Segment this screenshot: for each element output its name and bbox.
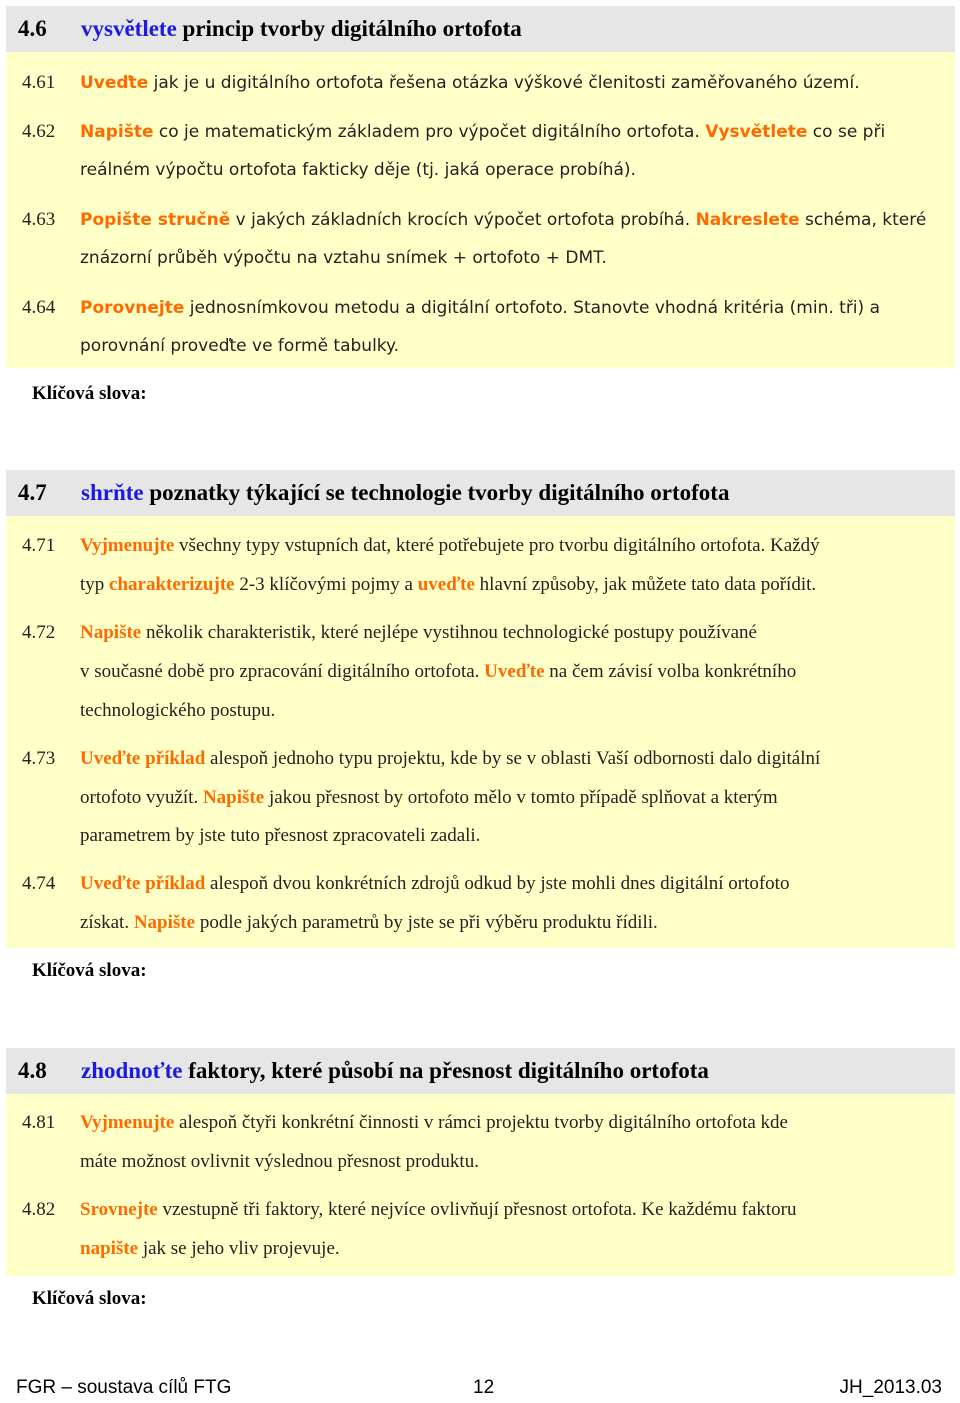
item-number: 4.71	[22, 535, 56, 556]
item-verb: Napište	[80, 122, 154, 142]
item-4-82	[22, 1199, 797, 1221]
item-4-81-line2: máte možnost ovlivnit výslednou přesnost produktu.	[80, 1151, 479, 1172]
item-4-61	[22, 72, 860, 94]
item-text: alespoň dvou konkrétních zdrojů odkud by jste mohli dnes digitální ortofoto	[205, 873, 790, 894]
item-text: alespoň čtyři konkrétní činnosti v rámci projektu tvorby digitálního ortofota kde	[174, 1112, 788, 1133]
item-4-72-line3: technologického postupu.	[80, 700, 276, 721]
item-text: všechny typy vstupních dat, které potřebujete pro tvorbu digitálního ortofota. Každý	[174, 535, 820, 556]
item-number: 4.73	[22, 748, 56, 769]
item-number: 4.72	[22, 622, 56, 643]
item-verb: Napište	[80, 622, 142, 643]
item-text: jakou přesnost by ortofoto mělo v tomto případě splňovat a kterým	[264, 787, 778, 808]
footer-left: FGR – soustava cílů FTG	[16, 1377, 232, 1398]
item-text: 2-3 klíčovými pojmy a	[234, 574, 418, 595]
item-4-62	[22, 121, 885, 143]
item-text: co se při	[807, 122, 886, 142]
item-verb: Vyjmenujte	[80, 1112, 175, 1133]
item-verb: Srovnejte	[80, 1199, 158, 1220]
item-4-74	[22, 873, 789, 895]
item-text: podle jakých parametrů by jste se při výběru produktu řídili.	[195, 912, 658, 933]
item-4-72	[22, 622, 757, 644]
item-4-63-line2: znázorní průběh výpočtu na vztahu snímek + ortofoto + DMT.	[80, 248, 607, 268]
item-text: alespoň jednoho typu projektu, kde by se v oblasti Vaší odbornosti dalo digitální	[205, 748, 821, 769]
item-number: 4.82	[22, 1199, 56, 1220]
item-number: 4.74	[22, 873, 56, 894]
item-text: schéma, které	[799, 210, 927, 230]
item-verb: Vysvětlete	[705, 122, 808, 142]
item-text: hlavní způsoby, jak můžete tato data pořídit.	[474, 574, 817, 595]
page-footer	[16, 1377, 942, 1403]
item-4-74-line2	[80, 912, 658, 934]
item-4-73-line2	[80, 787, 778, 809]
item-verb: Napište	[133, 912, 196, 933]
item-number: 4.81	[22, 1112, 56, 1133]
item-number: 4.63	[22, 209, 56, 230]
item-4-64-line2: porovnání proveďte ve formě tabulky.	[80, 336, 400, 356]
item-4-71-line2	[80, 574, 816, 596]
item-verb: Uveďte	[484, 661, 545, 682]
item-text: jak se jeho vliv projevuje.	[138, 1238, 340, 1259]
item-verb: Vyjmenujte	[80, 535, 175, 556]
item-verb: Nakreslete	[695, 210, 800, 230]
item-verb: Uveďte příklad	[80, 748, 206, 769]
item-4-82-line2	[80, 1238, 340, 1260]
item-text: získat.	[80, 912, 134, 933]
section-header	[6, 470, 955, 516]
item-verb: Uveďte	[80, 73, 149, 93]
section-4-6	[6, 6, 955, 368]
item-text: co je matematickým základem pro výpočet digitálního ortofota.	[153, 122, 706, 142]
item-4-62-line2: reálném výpočtu ortofota fakticky děje (tj. jaká operace probíhá).	[80, 160, 636, 180]
section-header	[6, 1048, 955, 1094]
section-number: 4.8	[18, 1058, 47, 1083]
section-4-8	[6, 1048, 955, 1276]
section-number: 4.6	[18, 16, 47, 41]
section-verb: vysvětlete	[81, 16, 177, 41]
item-verb: charakterizujte	[109, 574, 235, 595]
item-4-73-line3: parametrem by jste tuto přesnost zpracovateli zadali.	[80, 825, 481, 846]
item-number: 4.62	[22, 121, 56, 142]
item-4-72-line2	[80, 661, 796, 683]
item-verb: Uveďte příklad	[80, 873, 206, 894]
section-title-text: faktory, které působí na přesnost digitálního ortofota	[182, 1058, 709, 1083]
section-title	[18, 480, 729, 506]
item-verb: Porovnejte	[80, 298, 185, 318]
item-text: několik charakteristik, které nejlépe vystihnou technologické postupy používané	[141, 622, 757, 643]
keywords-label: Klíčová slova:	[32, 1288, 147, 1309]
item-text: ortofoto využít.	[80, 787, 203, 808]
page-number: 12	[473, 1377, 495, 1398]
item-number: 4.64	[22, 297, 56, 318]
item-4-71	[22, 535, 820, 557]
item-verb: napište	[80, 1238, 139, 1259]
section-verb: shrňte	[81, 480, 144, 505]
section-verb: zhodnoťte	[81, 1058, 183, 1083]
item-4-63	[22, 209, 926, 231]
keywords-label: Klíčová slova:	[32, 960, 147, 981]
section-header	[6, 6, 955, 52]
section-4-7	[6, 470, 955, 948]
item-text: na čem závisí volba konkrétního	[544, 661, 797, 682]
item-text: jak je u digitálního ortofota řešena otázka výškové členitosti zaměřovaného území.	[148, 73, 860, 93]
footer-right: JH_2013.03	[839, 1377, 942, 1398]
item-text: vzestupně tři faktory, které nejvíce ovlivňují přesnost ortofota. Ke každému faktoru	[157, 1199, 797, 1220]
section-number: 4.7	[18, 480, 47, 505]
item-number: 4.61	[22, 72, 56, 93]
item-verb: Popište stručně	[80, 210, 231, 230]
item-text: v jakých základních krocích výpočet ortofota probíhá.	[230, 210, 696, 230]
item-verb: Napište	[202, 787, 265, 808]
section-title	[18, 1058, 709, 1084]
item-verb: uveďte	[417, 574, 475, 595]
section-title-text: poznatky týkající se technologie tvorby digitálního ortofota	[143, 480, 730, 505]
keywords-label: Klíčová slova:	[32, 383, 147, 404]
section-title	[18, 16, 522, 42]
section-title-text: princip tvorby digitálního ortofota	[176, 16, 522, 41]
item-4-73	[22, 748, 820, 770]
item-4-64	[22, 297, 880, 319]
item-4-81	[22, 1112, 788, 1134]
item-text: jednosnímkovou metodu a digitální ortofoto. Stanovte vhodná kritéria (min. tři) a	[184, 298, 880, 318]
item-text: typ	[80, 574, 110, 595]
item-text: v současné době pro zpracování digitálního ortofota.	[80, 661, 485, 682]
